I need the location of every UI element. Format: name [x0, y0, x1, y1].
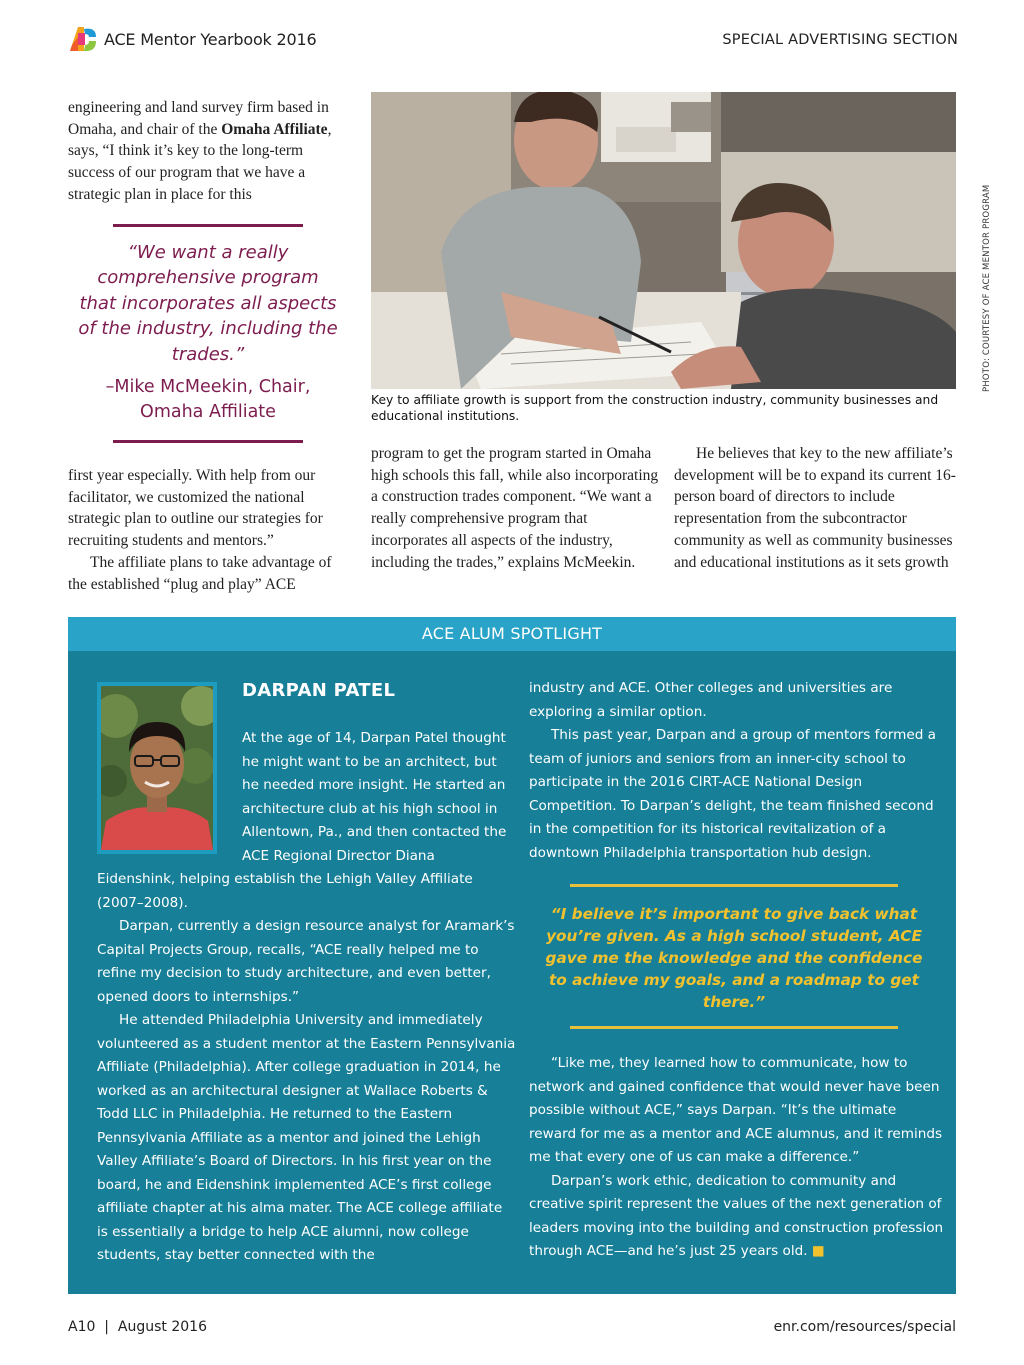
- article-col1-top: [68, 97, 348, 206]
- spotlight-right-column-top: [529, 677, 944, 865]
- article-col1-bottom: [68, 465, 353, 595]
- paragraph: The affiliate plans to take advantage of the established “plug and play” ACE: [68, 553, 332, 593]
- attribution-line: –Mike McMeekin, Chair,: [105, 377, 311, 397]
- text-run: Darpan’s work ethic, dedication to community and creative spirit represent the values of the next generation of leaders moving into the building and construction profession through ACE—and he’s just 25 years old.: [529, 1172, 944, 1259]
- photo-credit: PHOTO: COURTESY OF ACE MENTOR PROGRAM: [982, 184, 992, 392]
- text-run: engineering and land survey firm based in Omaha, and chair of the: [68, 99, 329, 138]
- paragraph: “Like me, they learned how to communicate, how to network and gained confidence that would never have been possible without ACE,” says Darpan. “It’s the ultimate reward for me as a mentor and ACE alumnus, and it reminds me that every one of us can make a difference.”: [529, 1055, 943, 1165]
- spotlight-left-column: [97, 868, 517, 1268]
- paragraph: [529, 1170, 944, 1264]
- article-col3: He believes that key to the new affiliate’s development will be to expand its current 16-person board of directors to include representation from the subcontractor community as well as community businesses and educational institutions as it sets growth: [674, 445, 956, 571]
- spotlight-intro: At the age of 14, Darpan Patel thought he might want to be an architect, but he needed more insight. He started an architecture club at his high school in Allentown, Pa., and then contacted the ACE Regional Director Diana: [242, 730, 507, 864]
- spotlight-quote-rule-bottom: [570, 1026, 898, 1029]
- end-mark-icon: ■: [811, 1243, 825, 1259]
- spotlight-quote-rule-top: [570, 884, 898, 887]
- attribution-line: Omaha Affiliate: [140, 402, 276, 422]
- pull-quote-rule-bottom: [113, 440, 303, 443]
- paragraph: This past year, Darpan and a group of mentors formed a team of juniors and seniors from an inner-city school to participate in the 2016 CIRT-ACE National Design Competition. To Darpan’s delight, the team finished second in the competition for its historical revitalization of a downtown Philadelphia transportation hub design.: [529, 727, 937, 861]
- text-run: , says, “I think it’s key to the long-term success of our program that we have a strategic plan in place for this: [68, 120, 332, 203]
- article-col2: program to get the program started in Omaha high schools this fall, while also incorporating a construction trades component. “We want a really comprehensive program that incorporates all aspects of the industry, including the trades,” explains McMeekin.: [371, 445, 659, 571]
- ace-logo: [68, 25, 98, 53]
- article-photo: [371, 92, 956, 389]
- page-info: A10 | August 2016: [68, 1319, 207, 1335]
- photo-caption: Key to affiliate growth is support from the construction industry, community businesses and educational institutions.: [371, 393, 939, 423]
- paragraph: He attended Philadelphia University and immediately volunteered as a student mentor at the Eastern Pennsylvania Affiliate (Philadelphia). After college graduation in 2014, he worked as an architectural designer at Wallace Roberts & Todd LLC in Philadelphia. He returned to the Eastern Pennsylvania Affiliate as a mentor and joined the Lehigh Valley Affiliate’s Board of Directors. In his first year on the board, he and Eidenshink implemented ACE’s first college affiliate chapter at his alma mater. The ACE college affiliate is essentially a bridge to help ACE alumni, now college students, stay better connected with the: [97, 1012, 516, 1263]
- bold-affiliate: Omaha Affiliate: [221, 120, 328, 138]
- spotlight-quote: “I believe it’s important to give back what you’re given. As a high school student, ACE gave me the knowledge and the confidence to achieve my goals, and a roadmap to get there.”: [545, 905, 923, 1011]
- paragraph: Darpan, currently a design resource analyst for Aramark’s Capital Projects Group, recalls, “ACE really helped me to refine my decision to study architecture, and even better, opened doors to internships.”: [97, 918, 515, 1005]
- spotlight-right-column-bottom: [529, 1052, 944, 1264]
- pull-quote-attribution: [78, 375, 338, 425]
- paragraph: first year especially. With help from our facilitator, we customized the national strategic plan to outline our strategies for recruiting students and mentors.”: [68, 467, 323, 550]
- paragraph: Eidenshink, helping establish the Lehigh Valley Affiliate (2007–2008).: [97, 871, 473, 911]
- alum-name: DARPAN PATEL: [242, 680, 396, 701]
- portrait-illustration: [101, 686, 213, 850]
- pull-quote-text: “We want a really comprehensive program that incorporates all aspects of the industry, including the trades.”: [78, 242, 338, 365]
- office-scene-illustration: [371, 92, 956, 389]
- portrait-photo: [97, 682, 217, 854]
- publication-title: ACE Mentor Yearbook 2016: [104, 30, 317, 49]
- section-label: SPECIAL ADVERTISING SECTION: [722, 32, 958, 48]
- spotlight-title: ACE ALUM SPOTLIGHT: [421, 624, 603, 643]
- footer-url: enr.com/resources/special: [773, 1319, 956, 1335]
- paragraph: industry and ACE. Other colleges and universities are exploring a similar option.: [529, 680, 893, 720]
- pull-quote-rule-top: [113, 224, 303, 227]
